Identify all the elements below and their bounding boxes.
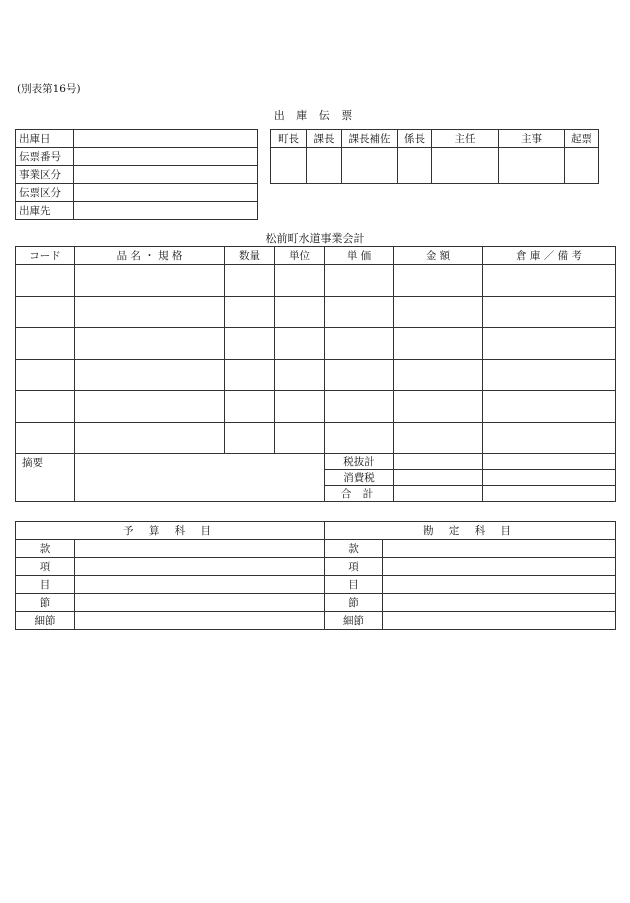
approval-stamp-unit-chief[interactable] — [398, 148, 432, 184]
unit-cell[interactable] — [275, 423, 325, 454]
budget-level-moku: 目 — [16, 576, 75, 594]
approval-header-officer: 主事 — [499, 130, 565, 148]
approval-stamp-officer[interactable] — [499, 148, 565, 184]
approval-stamp-deputy-chief[interactable] — [342, 148, 398, 184]
table-row — [16, 297, 616, 328]
amount-cell[interactable] — [394, 360, 483, 391]
tax-amount-field[interactable] — [394, 470, 483, 486]
ledger-setsu-field[interactable] — [383, 594, 616, 612]
table-row — [16, 328, 616, 360]
slip-category-field[interactable] — [74, 184, 258, 202]
approval-header-section-chief: 課長 — [307, 130, 342, 148]
subtotal-amount-field[interactable] — [394, 454, 483, 470]
amount-cell[interactable] — [394, 423, 483, 454]
remarks-field[interactable] — [75, 454, 325, 502]
approval-stamp-drafter[interactable] — [565, 148, 599, 184]
code-cell[interactable] — [16, 423, 75, 454]
budget-account-heading: 予 算 科 目 — [16, 522, 325, 540]
unit-price-cell[interactable] — [325, 423, 394, 454]
form-subtitle: 松前町水道事業会計 — [265, 232, 365, 245]
amount-cell[interactable] — [394, 391, 483, 423]
budget-saisetsu-field[interactable] — [75, 612, 325, 630]
approval-header-deputy-chief: 課長補佐 — [342, 130, 398, 148]
column-header-unit: 単位 — [275, 247, 325, 265]
item-name-cell[interactable] — [75, 360, 225, 391]
header-label-business-category: 事業区分 — [16, 166, 74, 184]
ledger-level-saisetsu: 細節 — [325, 612, 383, 630]
item-name-cell[interactable] — [75, 328, 225, 360]
approval-table — [270, 129, 599, 184]
amount-cell[interactable] — [394, 265, 483, 297]
budget-setsu-field[interactable] — [75, 594, 325, 612]
code-cell[interactable] — [16, 297, 75, 328]
business-category-field[interactable] — [74, 166, 258, 184]
warehouse-notes-cell[interactable] — [483, 423, 616, 454]
budget-kou-field[interactable] — [75, 558, 325, 576]
ledger-saisetsu-field[interactable] — [383, 612, 616, 630]
quantity-cell[interactable] — [225, 265, 275, 297]
approval-header-drafter: 起票 — [565, 130, 599, 148]
approval-header-mayor: 町長 — [271, 130, 307, 148]
column-header-amount: 金 額 — [394, 247, 483, 265]
approval-stamp-mayor[interactable] — [271, 148, 307, 184]
unit-cell[interactable] — [275, 297, 325, 328]
header-label-destination: 出庫先 — [16, 202, 74, 220]
budget-level-kan: 款 — [16, 540, 75, 558]
table-row — [16, 391, 616, 423]
budget-moku-field[interactable] — [75, 576, 325, 594]
warehouse-notes-cell[interactable] — [483, 328, 616, 360]
item-name-cell[interactable] — [75, 265, 225, 297]
code-cell[interactable] — [16, 328, 75, 360]
subtotal-label: 税抜計 — [325, 454, 394, 470]
warehouse-notes-cell[interactable] — [483, 360, 616, 391]
unit-cell[interactable] — [275, 391, 325, 423]
ledger-level-kou: 項 — [325, 558, 383, 576]
approval-stamp-section-chief[interactable] — [307, 148, 342, 184]
header-label-shipping-date: 出庫日 — [16, 130, 74, 148]
code-cell[interactable] — [16, 265, 75, 297]
quantity-cell[interactable] — [225, 328, 275, 360]
slip-number-field[interactable] — [74, 148, 258, 166]
accounts-table — [15, 521, 616, 630]
warehouse-notes-cell[interactable] — [483, 265, 616, 297]
column-header-code: コード — [16, 247, 75, 265]
code-cell[interactable] — [16, 391, 75, 423]
approval-header-unit-chief: 係長 — [398, 130, 432, 148]
ledger-level-kan: 款 — [325, 540, 383, 558]
table-row — [16, 423, 616, 454]
unit-cell[interactable] — [275, 360, 325, 391]
subtotal-notes-field[interactable] — [483, 454, 616, 470]
total-label: 合 計 — [325, 486, 394, 502]
unit-price-cell[interactable] — [325, 265, 394, 297]
header-info-table — [15, 129, 258, 220]
item-name-cell[interactable] — [75, 391, 225, 423]
table-row — [16, 360, 616, 391]
header-label-slip-category: 伝票区分 — [16, 184, 74, 202]
total-notes-field[interactable] — [483, 486, 616, 502]
tax-label: 消費税 — [325, 470, 394, 486]
items-table — [15, 246, 616, 502]
amount-cell[interactable] — [394, 297, 483, 328]
ledger-account-heading: 勘 定 科 目 — [325, 522, 616, 540]
unit-price-cell[interactable] — [325, 297, 394, 328]
budget-kan-field[interactable] — [75, 540, 325, 558]
remarks-label: 摘要 — [16, 454, 75, 502]
quantity-cell[interactable] — [225, 391, 275, 423]
total-amount-field[interactable] — [394, 486, 483, 502]
warehouse-notes-cell[interactable] — [483, 297, 616, 328]
code-cell[interactable] — [16, 360, 75, 391]
amount-cell[interactable] — [394, 328, 483, 360]
quantity-cell[interactable] — [225, 360, 275, 391]
destination-field[interactable] — [74, 202, 258, 220]
quantity-cell[interactable] — [225, 423, 275, 454]
item-name-cell[interactable] — [75, 423, 225, 454]
header-label-slip-number: 伝票番号 — [16, 148, 74, 166]
form-title: 出 庫 伝 票 — [273, 109, 357, 122]
ledger-kou-field[interactable] — [383, 558, 616, 576]
item-name-cell[interactable] — [75, 297, 225, 328]
ledger-level-moku: 目 — [325, 576, 383, 594]
unit-price-cell[interactable] — [325, 328, 394, 360]
column-header-unit-price: 単 価 — [325, 247, 394, 265]
table-row — [16, 265, 616, 297]
column-header-item-name: 品 名 ・ 規 格 — [75, 247, 225, 265]
approval-stamp-supervisor[interactable] — [432, 148, 499, 184]
tax-notes-field[interactable] — [483, 470, 616, 486]
quantity-cell[interactable] — [225, 297, 275, 328]
unit-price-cell[interactable] — [325, 391, 394, 423]
unit-cell[interactable] — [275, 328, 325, 360]
ledger-kan-field[interactable] — [383, 540, 616, 558]
column-header-quantity: 数量 — [225, 247, 275, 265]
unit-cell[interactable] — [275, 265, 325, 297]
column-header-warehouse-notes: 倉 庫 ／ 備 考 — [483, 247, 616, 265]
ledger-moku-field[interactable] — [383, 576, 616, 594]
budget-level-setsu: 節 — [16, 594, 75, 612]
budget-level-kou: 項 — [16, 558, 75, 576]
ledger-level-setsu: 節 — [325, 594, 383, 612]
form-reference: (別表第16号) — [17, 83, 81, 95]
warehouse-notes-cell[interactable] — [483, 391, 616, 423]
unit-price-cell[interactable] — [325, 360, 394, 391]
shipping-date-field[interactable] — [74, 130, 258, 148]
budget-level-saisetsu: 細節 — [16, 612, 75, 630]
approval-header-supervisor: 主任 — [432, 130, 499, 148]
